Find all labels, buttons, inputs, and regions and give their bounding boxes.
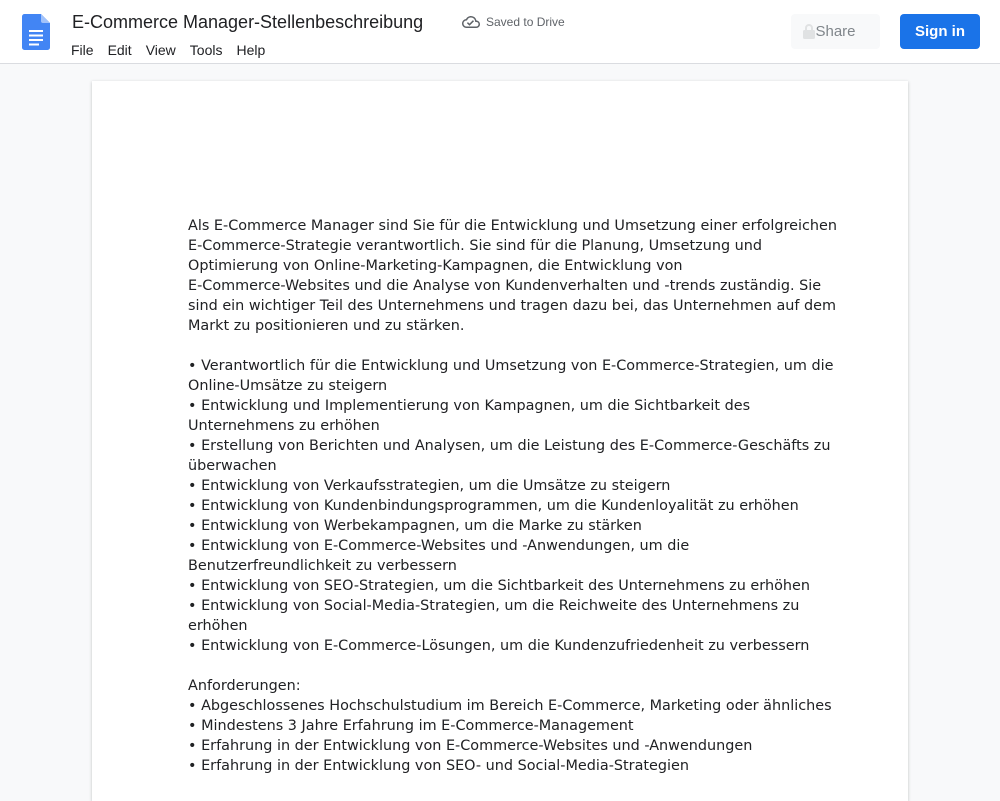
menu-file[interactable]: File xyxy=(71,42,94,58)
paragraph-line: Markt zu positionieren und zu stärken. xyxy=(188,318,465,334)
saved-status[interactable] xyxy=(462,13,565,31)
bullet-line: • Entwicklung von E-Commerce-Lösungen, um die Kundenzufriedenheit zu verbessern xyxy=(188,638,810,654)
bullet-line: • Entwicklung von Verkaufsstrategien, um die Umsätze zu steigern xyxy=(188,478,671,494)
menu-edit[interactable]: Edit xyxy=(107,42,132,58)
bullet-line: • Entwicklung von Social-Media-Strategien, um die Reichweite des Unternehmens zu xyxy=(188,598,800,614)
paragraph-line: Als E-Commerce Manager sind Sie für die Entwicklung und Umsetzung einer erfolgreichen xyxy=(188,218,838,234)
cloud-done-icon xyxy=(462,15,480,29)
document-page[interactable] xyxy=(92,81,908,801)
document-body[interactable] xyxy=(188,216,838,776)
paragraph-line: Unternehmens zu erhöhen xyxy=(188,418,380,434)
document-title[interactable]: E-Commerce Manager-Stellenbeschreibung xyxy=(72,12,424,32)
share-button[interactable] xyxy=(791,14,880,49)
bullet-line: • Verantwortlich für die Entwicklung und Umsetzung von E-Commerce-Strategien, um die xyxy=(188,358,834,374)
lock-icon xyxy=(803,24,815,39)
bullet-line: • Erfahrung in der Entwicklung von E-Commerce-Websites und -Anwendungen xyxy=(188,738,753,754)
bullet-line: • Erfahrung in der Entwicklung von SEO- und Social-Media-Strategien xyxy=(188,758,690,774)
menu-help[interactable]: Help xyxy=(236,42,266,58)
menu-bar xyxy=(64,38,272,62)
paragraph-line: E-Commerce-Strategie verantwortlich. Sie sind für die Planung, Umsetzung und xyxy=(188,238,763,254)
bullet-line: • Mindestens 3 Jahre Erfahrung im E-Commerce-Management xyxy=(188,718,634,734)
blank-line xyxy=(188,336,818,356)
bullet-line: • Abgeschlossenes Hochschulstudium im Bereich E-Commerce, Marketing oder ähnliches xyxy=(188,698,832,714)
paragraph-line: Benutzerfreundlichkeit zu verbessern xyxy=(188,558,457,574)
top-bar xyxy=(0,0,1000,64)
menu-tools[interactable]: Tools xyxy=(189,42,223,58)
bullet-line: • Erstellung von Berichten und Analysen, um die Leistung des E-Commerce-Geschäfts zu xyxy=(188,438,831,454)
bullet-line: • Entwicklung und Implementierung von Kampagnen, um die Sichtbarkeit des xyxy=(188,398,751,414)
menu-view[interactable]: View xyxy=(145,42,176,58)
paragraph-line: Anforderungen: xyxy=(188,678,301,694)
paragraph-line: Optimierung von Online-Marketing-Kampagnen, die Entwicklung von xyxy=(188,258,683,274)
bullet-line: • Entwicklung von SEO-Strategien, um die Sichtbarkeit des Unternehmens zu erhöhen xyxy=(188,578,810,594)
paragraph-line: überwachen xyxy=(188,458,277,474)
bullet-line: • Entwicklung von Kundenbindungsprogrammen, um die Kundenloyalität zu erhöhen xyxy=(188,498,799,514)
paragraph-line: erhöhen xyxy=(188,618,248,634)
docs-icon[interactable] xyxy=(22,14,50,50)
paragraph-line: Online-Umsätze zu steigern xyxy=(188,378,388,394)
paragraph-line: sind ein wichtiger Teil des Unternehmens und tragen dazu bei, das Unternehmen auf dem xyxy=(188,298,837,314)
paragraph-line: E-Commerce-Websites und die Analyse von Kundenverhalten und -trends zuständig. Sie xyxy=(188,278,822,294)
blank-line xyxy=(188,656,818,676)
saved-status-label: Saved to Drive xyxy=(486,15,565,29)
sign-in-button[interactable]: Sign in xyxy=(900,14,980,49)
bullet-line: • Entwicklung von E-Commerce-Websites und -Anwendungen, um die xyxy=(188,538,690,554)
bullet-line: • Entwicklung von Werbekampagnen, um die Marke zu stärken xyxy=(188,518,642,534)
share-label: Share xyxy=(815,23,856,40)
